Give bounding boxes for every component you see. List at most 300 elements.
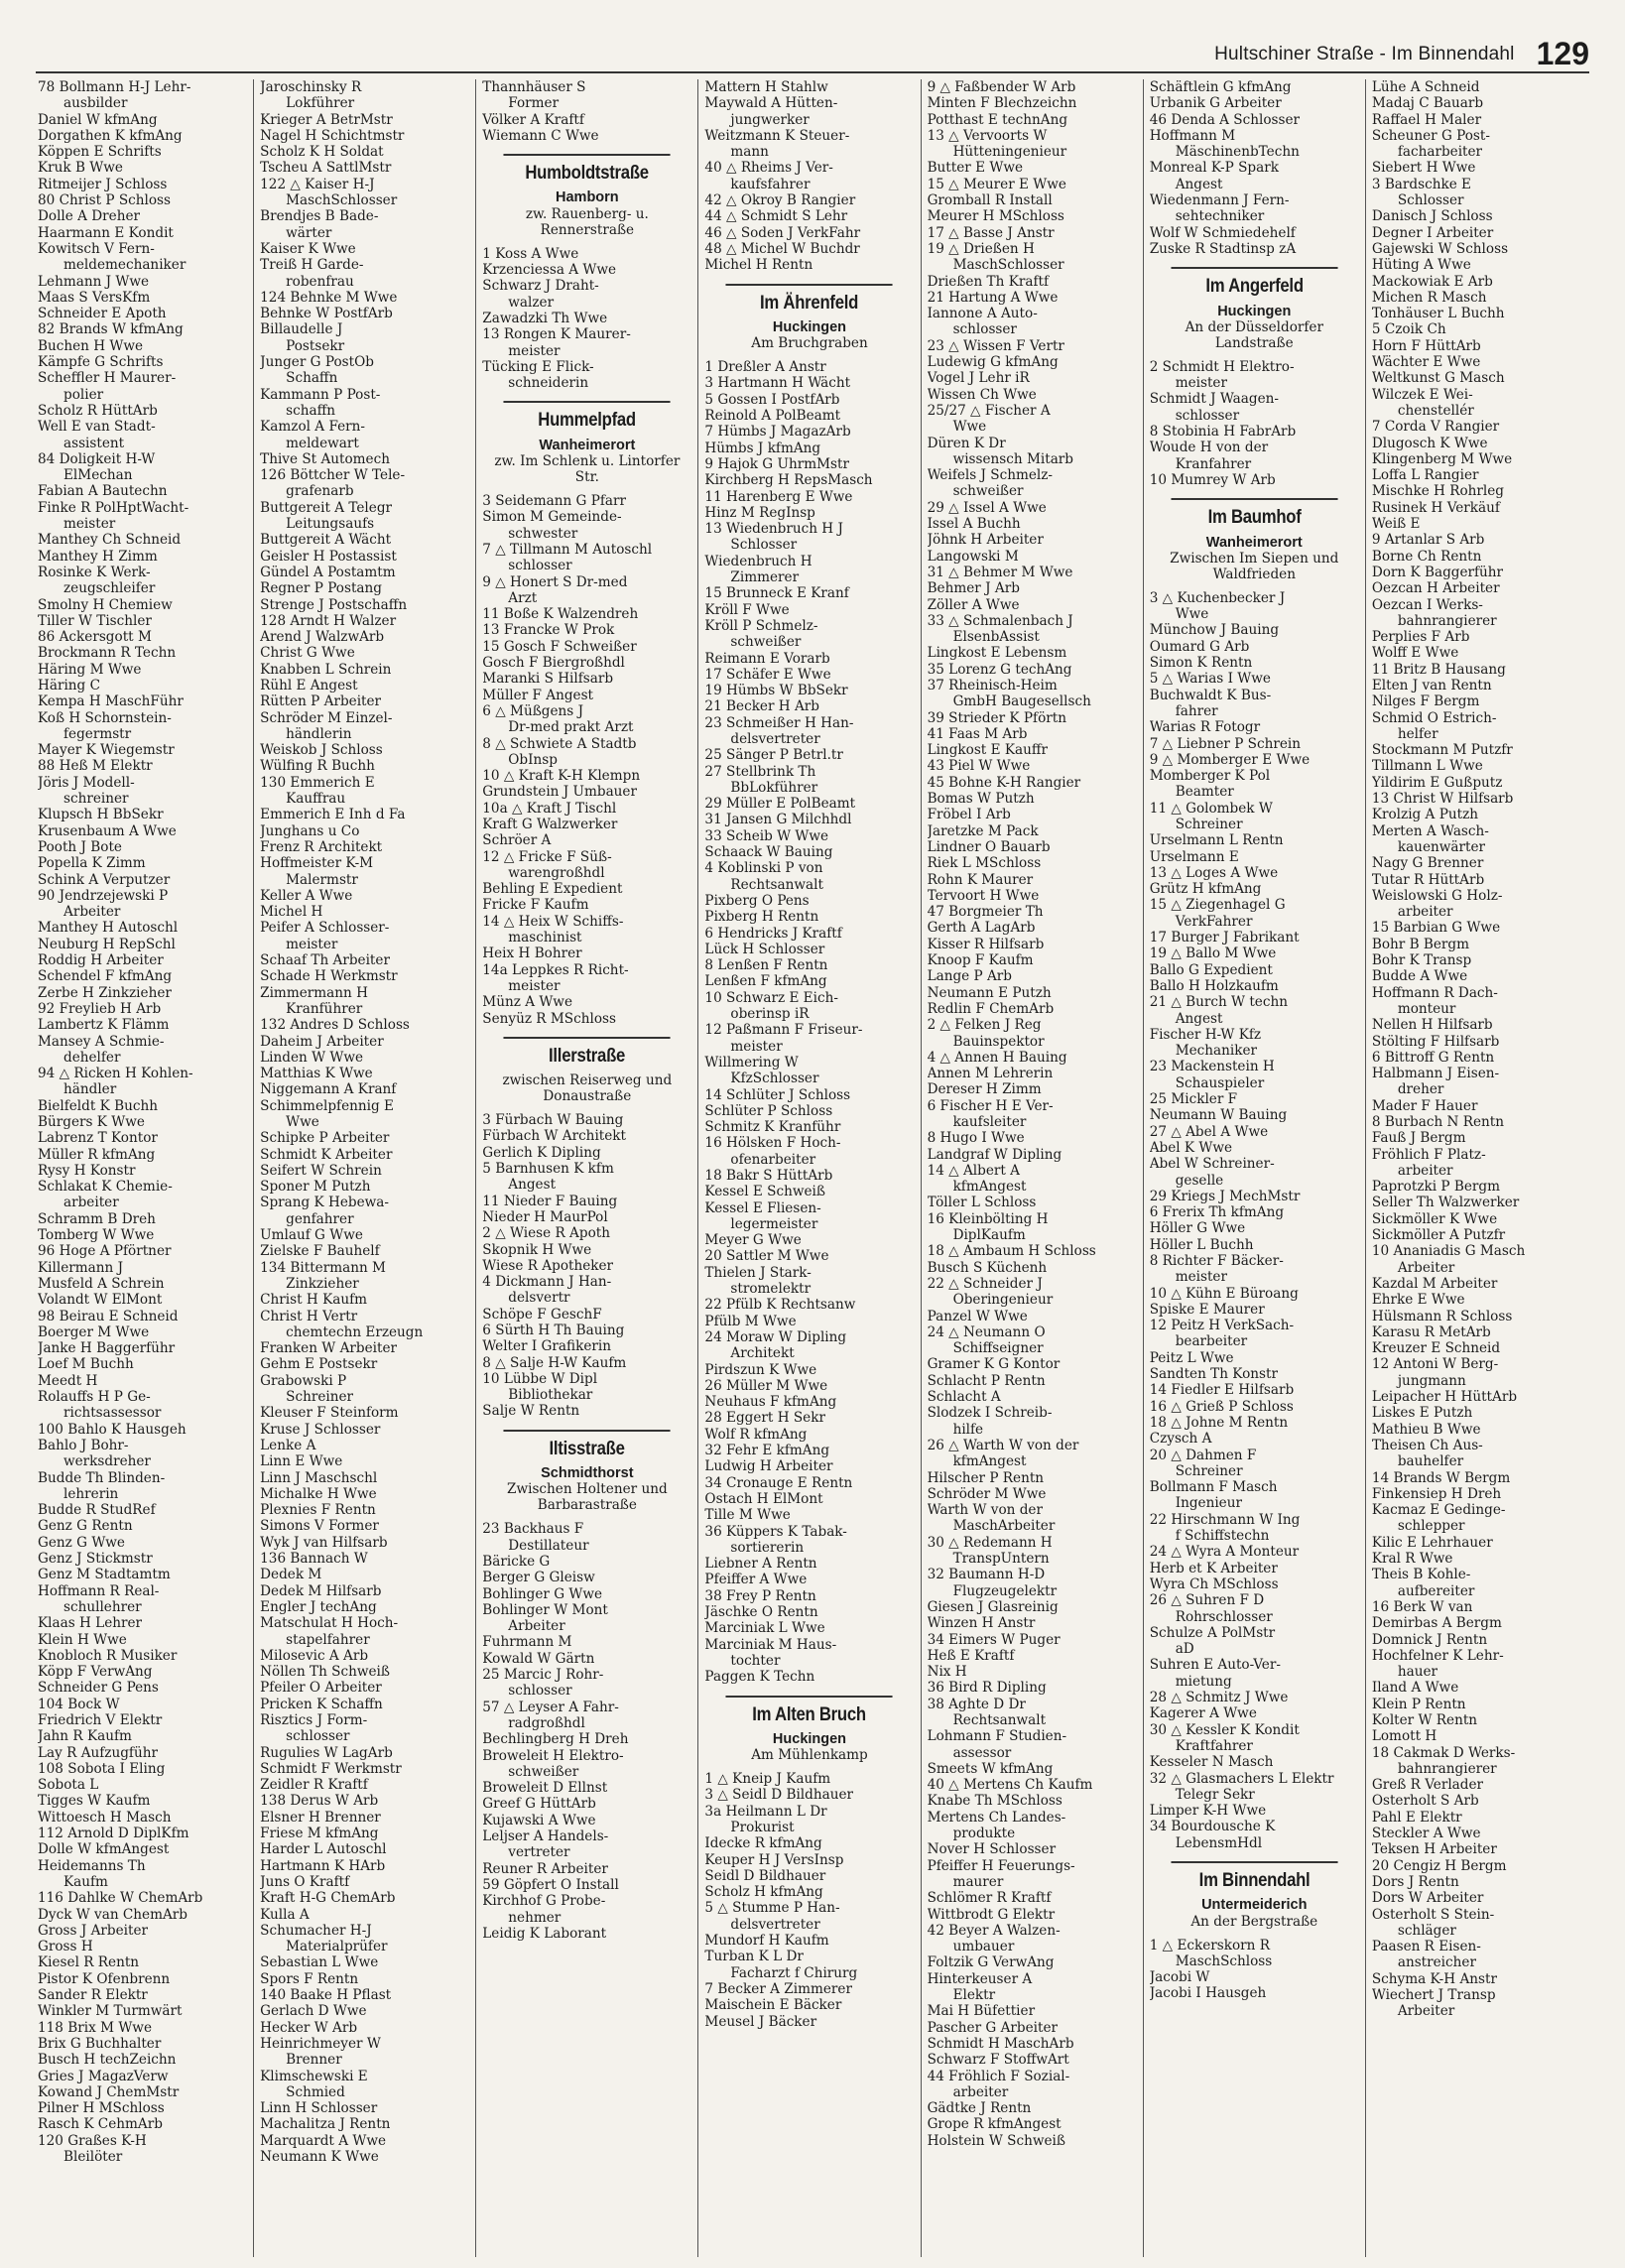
district-name: Huckingen <box>772 1730 847 1747</box>
directory-entry: Mackowiak E Arb <box>1371 273 1493 290</box>
directory-entry: 19 △ Drießen H <box>927 240 1035 257</box>
directory-entry: Köppen E Schrifts <box>38 144 162 161</box>
directory-entry: Buchen H Wwe <box>38 337 144 354</box>
directory-entry: Kempa H MaschFühr <box>38 693 184 710</box>
directory-entry: Dorgathen K kfmAng <box>38 127 183 144</box>
directory-entry: Bürgers K Wwe <box>38 1114 145 1130</box>
directory-entry: 30 △ Redemann H <box>927 1534 1053 1551</box>
directory-entry: Emmerich E Inh d Fa <box>260 807 406 823</box>
directory-entry: Kraft H-G ChemArb <box>260 1890 396 1907</box>
directory-entry: Lingkost E Lebensm <box>927 645 1067 662</box>
directory-entry: Schipke P Arbeiter <box>260 1130 390 1147</box>
directory-entry: 32 △ Glasmachers L Elektr <box>1149 1770 1334 1787</box>
directory-entry: Popella K Zimm <box>38 855 146 872</box>
directory-entry: 27 △ Abel A Wwe <box>1149 1123 1269 1140</box>
directory-entry: Gajewski W Schloss <box>1371 240 1509 257</box>
directory-entry: Borne Ch Rentn <box>1371 548 1482 565</box>
directory-entry: Osterholt S Arb <box>1371 1793 1479 1810</box>
street-location: Zwischen Holtener und Barbarastraße <box>507 1481 668 1514</box>
directory-entry: Schade H Werkmstr <box>260 968 398 985</box>
entry-continuation: schneiderin <box>508 375 589 392</box>
directory-entry: 23 Mackenstein H <box>1149 1059 1275 1075</box>
directory-entry: Brix G Buchhalter <box>38 2035 162 2052</box>
directory-entry: Kamzol A Fern- <box>260 419 366 436</box>
column-5 <box>921 79 1143 2257</box>
directory-entry: Nix H <box>927 1664 967 1681</box>
directory-entry: 34 Eimers W Puger <box>927 1631 1061 1648</box>
entry-continuation: hilfe <box>952 1421 984 1438</box>
entry-continuation: Schlosser <box>1397 192 1464 209</box>
directory-entry: Kagerer A Wwe <box>1149 1705 1257 1722</box>
directory-entry: 44 Fröhlich F Sozial- <box>927 2068 1070 2084</box>
directory-entry: 108 Sobota I Eling <box>38 1760 166 1777</box>
directory-entry: 46 Denda A Schlosser <box>1149 111 1300 128</box>
entry-continuation: meister <box>730 1038 783 1055</box>
directory-entry: 10 △ Kühn E Büroang <box>1149 1285 1299 1302</box>
directory-entry: Roddig H Arbeiter <box>38 952 164 969</box>
directory-entry: Annen M Lehrerin <box>927 1066 1054 1082</box>
entry-continuation: helfer <box>1397 725 1438 742</box>
directory-entry: 15 Gosch F Schweißer <box>482 638 637 655</box>
district-name: Huckingen <box>1217 303 1292 319</box>
directory-entry: 78 Bollmann H-J Lehr- <box>38 79 191 95</box>
directory-entry: Töller L Schloss <box>927 1195 1037 1211</box>
directory-entry: Hecker W Arb <box>260 2019 358 2036</box>
street-heading: Humboldtstraße <box>504 154 671 188</box>
directory-entry: Häring C <box>38 677 100 693</box>
directory-entry: Kessel E Schweiß <box>704 1184 825 1200</box>
directory-entry: Liskes E Putzh <box>1371 1405 1473 1422</box>
directory-entry: Skopnik H Wwe <box>482 1241 592 1258</box>
directory-entry: Billaudelle J <box>260 321 343 338</box>
directory-entry: 8 △ Schwiete A Stadtb <box>482 735 637 752</box>
entry-continuation: jungmann <box>1397 1372 1466 1389</box>
street-location: Am Mühlenkamp <box>751 1747 868 1764</box>
directory-entry: Lühe A Schneid <box>1371 79 1480 95</box>
entry-continuation: Materialprüfer <box>286 1939 388 1955</box>
directory-entry: Dors W Arbeiter <box>1371 1890 1484 1907</box>
directory-entry: Schwarz J Draht- <box>482 278 599 295</box>
directory-entry: Grundstein J Umbauer <box>482 784 637 801</box>
directory-entry: Broweleit D Ellnst <box>482 1780 608 1797</box>
directory-entry: Weiß E <box>1371 516 1421 533</box>
directory-entry: 12 Paßmann F Friseur- <box>704 1022 863 1039</box>
directory-entry: Tillmann L Wwe <box>1371 758 1483 775</box>
directory-entry: Jaretzke M Pack <box>927 822 1039 839</box>
directory-entry: Michen R Masch <box>1371 289 1487 306</box>
directory-entry: Klein P Rentn <box>1371 1696 1466 1712</box>
directory-entry: 130 Emmerich E <box>260 774 375 791</box>
directory-entry: Rasch K CehmArb <box>38 2116 163 2133</box>
entry-continuation: schweißer <box>508 1763 579 1780</box>
directory-entry: Zimmermann H <box>260 984 368 1001</box>
directory-entry: Plexnies F Rentn <box>260 1502 376 1519</box>
directory-entry: 5 △ Stumme P Han- <box>704 1900 840 1917</box>
directory-entry: Simon M Gemeinde- <box>482 509 622 526</box>
directory-entry: Matthias K Wwe <box>260 1066 373 1082</box>
directory-entry: Leipacher H HüttArb <box>1371 1389 1518 1406</box>
directory-entry: Finkensiep H Dreh <box>1371 1485 1502 1502</box>
entry-continuation: schullehrer <box>63 1598 142 1615</box>
entry-continuation: fegermstr <box>63 725 132 742</box>
directory-entry: 47 Borgmeier Th <box>927 904 1044 921</box>
directory-entry: Kleuser F Steinform <box>260 1405 399 1422</box>
directory-entry: Dedek M <box>260 1567 322 1583</box>
directory-entry: Tonhäuser L Buchh <box>1371 306 1505 322</box>
directory-entry: Wiese R Apotheker <box>482 1257 614 1274</box>
directory-entry: 16 △ Grieß P Schloss <box>1149 1398 1294 1415</box>
entry-continuation: Wwe <box>1175 606 1209 623</box>
directory-entry: Vogel J Lehr iR <box>927 370 1030 387</box>
directory-entry: Smeets W kfmAng <box>927 1760 1054 1777</box>
directory-entry: 80 Christ P Schloss <box>38 192 172 209</box>
directory-entry: Wissen Ch Wwe <box>927 386 1037 403</box>
directory-entry: Greß R Verlader <box>1371 1777 1484 1794</box>
directory-entry: Thannhäuser S <box>482 79 586 95</box>
directory-entry: Pixberg H Rentn <box>704 909 819 926</box>
directory-entry: Sponer M Putzh <box>260 1179 371 1196</box>
entry-continuation: Schiffseigner <box>952 1340 1044 1357</box>
directory-entry: Häring M Wwe <box>38 661 142 678</box>
entry-continuation: Prokurist <box>730 1819 795 1835</box>
directory-entry: 15 Barbian G Wwe <box>1371 920 1501 937</box>
directory-entry: 104 Bock W <box>38 1696 120 1712</box>
directory-entry: Thive St Automech <box>260 450 390 467</box>
directory-entry: Kesseler N Masch <box>1149 1754 1274 1771</box>
directory-entry: 3 Bardschke E <box>1371 176 1471 192</box>
directory-entry: Kisser R Hilfsarb <box>927 936 1045 952</box>
directory-entry: Warias R Fotogr <box>1149 719 1261 736</box>
directory-entry: Tiller W Tischler <box>38 612 152 629</box>
entry-continuation: Schauspieler <box>1175 1074 1265 1091</box>
directory-entry: 31 Jansen G Milchhdl <box>704 812 852 828</box>
directory-entry: 3 △ Seidl D Bildhauer <box>704 1787 854 1804</box>
street-heading: Im Angerfeld <box>1171 267 1337 301</box>
entry-continuation: bauhelfer <box>1397 1453 1464 1470</box>
entry-continuation: Ingenieur <box>1175 1495 1242 1512</box>
directory-entry: Holstein W Schweiß <box>927 2132 1065 2149</box>
directory-entry: Pixberg O Pens <box>704 892 810 909</box>
directory-entry: 38 Aghte D Dr <box>927 1696 1026 1712</box>
directory-entry: Michel H Rentn <box>704 257 813 274</box>
directory-entry: Scholz K H Soldat <box>260 144 384 161</box>
entry-continuation: ausbilder <box>63 95 128 112</box>
directory-entry: Schmid O Estrich- <box>1371 709 1497 726</box>
directory-entry: Scholz H kfmAng <box>704 1884 823 1901</box>
directory-entry: 21 Becker H Arb <box>704 698 819 715</box>
directory-entry: 82 Brands W kfmAng <box>38 321 184 338</box>
entry-continuation: fahrer <box>1175 702 1218 719</box>
directory-entry: Janke H Baggerführ <box>38 1340 176 1357</box>
directory-entry: 33 △ Schmalenbach J <box>927 612 1073 629</box>
entry-continuation: ElMechan <box>63 467 133 484</box>
directory-entry: 3 Hartmann H Wächt <box>704 375 851 392</box>
directory-entry: Reinold A PolBeamt <box>704 408 841 425</box>
directory-entry: 13 Wiedenbruch H J <box>704 521 843 538</box>
entry-continuation: vertreter <box>508 1844 570 1861</box>
entry-continuation: meister <box>1175 1269 1227 1286</box>
directory-entry: 17 Burger J Fabrikant <box>1149 930 1300 946</box>
directory-entry: 6 Hendricks J Kraftf <box>704 925 842 942</box>
directory-entry: Lehmann J Wwe <box>38 273 150 290</box>
directory-entry: 23 △ Wissen F Vertr <box>927 337 1064 354</box>
entry-continuation: arbeiter <box>1397 904 1453 921</box>
directory-entry: Sobota L <box>38 1777 99 1794</box>
column-3 <box>475 79 697 2257</box>
directory-entry: Knoop F Kaufm <box>927 952 1034 969</box>
directory-entry: Herb et K Arbeiter <box>1149 1560 1278 1576</box>
directory-entry: Warth W von der <box>927 1502 1043 1519</box>
directory-entry: Meurer H MSchloss <box>927 208 1064 225</box>
directory-entry: Nagy G Brenner <box>1371 855 1484 872</box>
directory-entry: Münz A Wwe <box>482 994 572 1011</box>
directory-entry: Klaas H Lehrer <box>38 1615 143 1632</box>
directory-entry: Halbmann J Eisen- <box>1371 1066 1500 1082</box>
directory-entry: Gosch F Biergroßhdl <box>482 655 625 672</box>
directory-entry: 31 △ Behmer M Wwe <box>927 564 1073 580</box>
directory-entry: Zeidler R Kraftf <box>260 1777 368 1794</box>
directory-entry: 122 △ Kaiser H-J <box>260 176 375 192</box>
directory-entry: Rysy H Konstr <box>38 1162 136 1179</box>
directory-entry: Hochfelner K Lehr- <box>1371 1647 1504 1664</box>
directory-entry: Rolauffs H P Ge- <box>38 1389 151 1406</box>
directory-entry: Rühl E Angest <box>260 677 358 693</box>
directory-entry: Neumann W Bauing <box>1149 1107 1288 1124</box>
directory-entry: Christ H Kaufm <box>260 1292 368 1309</box>
directory-entry: Momberger K Pol <box>1149 768 1271 785</box>
directory-entry: Dlugosch K Wwe <box>1371 435 1488 451</box>
directory-entry: Wittbrodt G Elektr <box>927 1906 1056 1923</box>
directory-entry: Musfeld A Schrein <box>38 1275 165 1292</box>
directory-entry: Paasen R Eisen- <box>1371 1939 1481 1955</box>
street-location: zw. Im Schlenk u. Lintorfer Str. <box>494 453 681 486</box>
entry-continuation: Wwe <box>286 1114 319 1130</box>
directory-entry: Loffa L Rangier <box>1371 467 1479 484</box>
directory-entry: Grope R kfmAngest <box>927 2116 1062 2133</box>
street-location: zwischen Reiserweg und Donaustraße <box>502 1072 673 1105</box>
directory-entry: Pricken K Schaffn <box>260 1696 383 1712</box>
directory-entry: Limper K-H Wwe <box>1149 1803 1267 1820</box>
street-location: Zwischen Im Siepen und Waldfrieden <box>1170 550 1339 582</box>
entry-continuation: ObInsp <box>508 751 558 768</box>
entry-continuation: Arbeiter <box>1397 2003 1455 2020</box>
entry-continuation: Lokführer <box>286 95 355 112</box>
directory-entry: Meyer G Wwe <box>704 1232 802 1249</box>
directory-entry: Wiedenbruch H <box>704 553 812 569</box>
directory-entry: Ehrke E Wwe <box>1371 1292 1465 1309</box>
directory-entry: Butter E Wwe <box>927 160 1023 177</box>
directory-entry: Redlin F ChemArb <box>927 1000 1055 1017</box>
directory-entry: 22 Pfülb K Rechtsanw <box>704 1297 856 1314</box>
entry-continuation: Rohrschlosser <box>1175 1608 1273 1625</box>
directory-entry: Nieder H MaurPol <box>482 1208 608 1225</box>
directory-entry: 6 Sürth H Th Bauing <box>482 1323 625 1338</box>
directory-entry: 11 Boße K Walzendreh <box>482 606 639 623</box>
entry-continuation: Dr-med prakt Arzt <box>508 719 634 736</box>
directory-entry: 14 Fiedler E Hilfsarb <box>1149 1382 1295 1399</box>
column-4 <box>697 79 920 2257</box>
directory-entry: Grütz H kfmAng <box>1149 881 1262 898</box>
directory-entry: Keuper H J VersInsp <box>704 1851 844 1868</box>
entry-continuation: Kauffrau <box>286 791 346 808</box>
directory-entry: Manthey H Zimm <box>38 548 158 565</box>
directory-entry: Tomberg W Wwe <box>38 1227 155 1244</box>
directory-entry: Linden W Wwe <box>260 1049 364 1066</box>
entry-continuation: kfmAngest <box>952 1453 1027 1470</box>
directory-entry: Kolter W Rentn <box>1371 1711 1478 1728</box>
directory-entry: Zerbe H Zinkzieher <box>38 984 172 1001</box>
directory-entry: Hartmann K HArb <box>260 1857 386 1874</box>
entry-continuation: kfmAngest <box>952 1179 1027 1196</box>
directory-entry: 84 Doligkeit H-W <box>38 450 156 467</box>
directory-entry: Neumann E Putzh <box>927 984 1052 1001</box>
entry-continuation: jungwerker <box>730 111 810 128</box>
directory-entry: Hümbs J kfmAng <box>704 440 821 456</box>
directory-entry: 14 Brands W Bergm <box>1371 1469 1511 1486</box>
entry-continuation: bearbeiter <box>1175 1333 1248 1350</box>
directory-entry: Kowald W Gärtn <box>482 1650 595 1667</box>
directory-entry: Wiemann C Wwe <box>482 127 599 144</box>
district-name: Schmidthorst <box>541 1465 634 1482</box>
column-1 <box>38 79 253 2257</box>
directory-entry: Weislowski G Holz- <box>1371 887 1503 904</box>
entry-continuation: legermeister <box>730 1215 818 1232</box>
directory-entry: Schlakat K Chemie- <box>38 1179 173 1196</box>
entry-continuation: maschinist <box>508 930 582 946</box>
directory-entry: Theis B Kohle- <box>1371 1567 1471 1583</box>
directory-entry: Grabowski P <box>260 1372 347 1389</box>
directory-entry: Foltzik G VerwAng <box>927 1954 1055 1971</box>
entry-continuation: meister <box>508 977 561 994</box>
directory-entry: 18 Bakr S HüttArb <box>704 1168 833 1184</box>
directory-entry: Bohr B Bergm <box>1371 936 1470 952</box>
directory-entry: Pfülb M Wwe <box>704 1313 797 1329</box>
directory-entry: Theisen Ch Aus- <box>1371 1437 1483 1453</box>
directory-entry: 16 Kleinbölting H <box>927 1210 1049 1227</box>
entry-continuation: meister <box>1175 375 1227 392</box>
directory-entry: 15 △ Ziegenhagel G <box>1149 897 1286 914</box>
directory-entry: Krzenciessa A Wwe <box>482 262 617 279</box>
directory-entry: 7 Corda V Rangier <box>1371 419 1500 436</box>
directory-entry: Franken W Arbeiter <box>260 1340 397 1357</box>
directory-entry: Peitz L Wwe <box>1149 1349 1234 1366</box>
directory-entry: Hülsmann R Schloss <box>1371 1308 1513 1324</box>
directory-entry: 18 △ Johne M Rentn <box>1149 1414 1289 1431</box>
entry-continuation: GmbH Baugesellsch <box>952 693 1091 710</box>
directory-entry: 4 △ Annen H Bauing <box>927 1049 1067 1066</box>
directory-entry: Scholz R HüttArb <box>38 402 158 419</box>
directory-entry: Münchow J Bauing <box>1149 622 1280 639</box>
entry-continuation: Bibliothekar <box>508 1387 593 1404</box>
directory-entry: Hüting A Wwe <box>1371 257 1471 274</box>
directory-entry: 124 Behnke M Wwe <box>260 289 398 306</box>
directory-entry: Woude H von der <box>1149 440 1269 456</box>
district-name: Untermeiderich <box>1201 1897 1308 1914</box>
entry-continuation: oberinsp iR <box>730 1006 810 1023</box>
directory-entry: Riek L MSchloss <box>927 855 1042 872</box>
directory-entry: Jacobi I Hausgeh <box>1149 1985 1267 2002</box>
directory-entry: Lenke A <box>260 1437 316 1453</box>
directory-entry: Slodzek I Schreib- <box>927 1405 1053 1422</box>
directory-entry: Gehm E Postsekr <box>260 1356 378 1373</box>
street-heading: Iltisstraße <box>504 1430 671 1463</box>
directory-entry: Gross J Arbeiter <box>38 1922 149 1939</box>
directory-entry: 16 Hölsken F Hoch- <box>704 1135 841 1152</box>
directory-entry: 120 Graßes K-H <box>38 2132 147 2149</box>
entry-continuation: Arbeiter <box>1397 1259 1455 1276</box>
directory-entry: 13 △ Vervoorts W <box>927 127 1048 144</box>
directory-entry: Winkler M Turmwärt <box>38 2003 183 2020</box>
directory-entry: Hoffmeister K-M <box>260 855 374 872</box>
directory-entry: 17 △ Basse J Anstr <box>927 224 1055 241</box>
entry-continuation: BbLokführer <box>730 779 818 796</box>
directory-entry: Kreuzer E Schneid <box>1371 1340 1501 1357</box>
directory-entry: Gross H <box>38 1939 93 1955</box>
directory-entry: Meusel J Bäcker <box>704 2013 817 2030</box>
entry-continuation: MaschSchlosser <box>952 257 1064 274</box>
entry-continuation: maurer <box>952 1873 1004 1890</box>
directory-entry: Potthast E technAng <box>927 111 1068 128</box>
entry-continuation: lehrerin <box>63 1485 119 1502</box>
entry-continuation: Former <box>508 95 560 112</box>
directory-entry: Mischke H Rohrleg <box>1371 483 1505 500</box>
directory-entry: Koß H Schornstein- <box>38 709 172 726</box>
entry-continuation: schreiner <box>63 791 129 808</box>
street-heading: Hummelpfad <box>504 401 671 435</box>
directory-entry: Sebastian L Wwe <box>260 1954 379 1971</box>
directory-entry: Heß E Kraftf <box>927 1647 1015 1664</box>
directory-entry: Schmidt F Werkmstr <box>260 1760 402 1777</box>
directory-entry: Schlüter P Schloss <box>704 1102 833 1119</box>
entry-continuation: assessor <box>952 1744 1012 1761</box>
directory-entry: Kruk B Wwe <box>38 160 123 177</box>
directory-entry: Perplies F Arb <box>1371 629 1470 646</box>
directory-entry: Ludewig G kfmAng <box>927 354 1059 371</box>
directory-entry: Gerlich K Dipling <box>482 1144 601 1161</box>
directory-entry: Reimann E Vorarb <box>704 650 830 667</box>
directory-entry: Zawadzki Th Wwe <box>482 310 608 326</box>
directory-entry: Köpp F VerwAng <box>38 1664 153 1681</box>
directory-entry: Harder L Autoschl <box>260 1841 387 1858</box>
directory-entry: Iannone A Auto- <box>927 306 1038 322</box>
entry-continuation: bahnrangierer <box>1397 612 1497 629</box>
directory-entry: Gerth A LagArb <box>927 920 1036 937</box>
directory-entry: Bechlingberg H Dreh <box>482 1731 629 1748</box>
directory-entry: Michalke H Wwe <box>260 1485 377 1502</box>
directory-entry: Scheffler H Maurer- <box>38 370 177 387</box>
directory-entry: Engler J techAng <box>260 1598 377 1615</box>
directory-entry: 138 Derus W Arb <box>260 1793 379 1810</box>
header-rule <box>36 71 1589 73</box>
entry-continuation: schlosser <box>286 1728 350 1745</box>
directory-entry: Neumann K Wwe <box>260 2149 379 2165</box>
entry-continuation: tochter <box>730 1652 781 1669</box>
directory-entry: 10 Ananiadis G Masch <box>1371 1243 1526 1260</box>
directory-entry: 44 △ Schmidt S Lehr <box>704 208 848 225</box>
directory-entry: Demirbas A Bergm <box>1371 1615 1502 1632</box>
directory-entry: 38 Frey P Rentn <box>704 1587 816 1604</box>
entry-continuation: arbeiter <box>952 2083 1009 2100</box>
directory-entry: 1 Dreßler A Anstr <box>704 359 826 376</box>
directory-entry: Junghans u Co <box>260 822 360 839</box>
directory-entry: Lindner O Bauarb <box>927 838 1051 855</box>
entry-continuation: schlosser <box>1175 407 1240 424</box>
entry-continuation: sehtechniker <box>1175 208 1265 225</box>
directory-entry: Greef G HüttArb <box>482 1796 596 1813</box>
directory-entry: 2 △ Felken J Reg <box>927 1017 1042 1034</box>
entry-continuation: delsvertreter <box>730 1916 820 1933</box>
entry-continuation: aufbereiter <box>1397 1582 1475 1599</box>
